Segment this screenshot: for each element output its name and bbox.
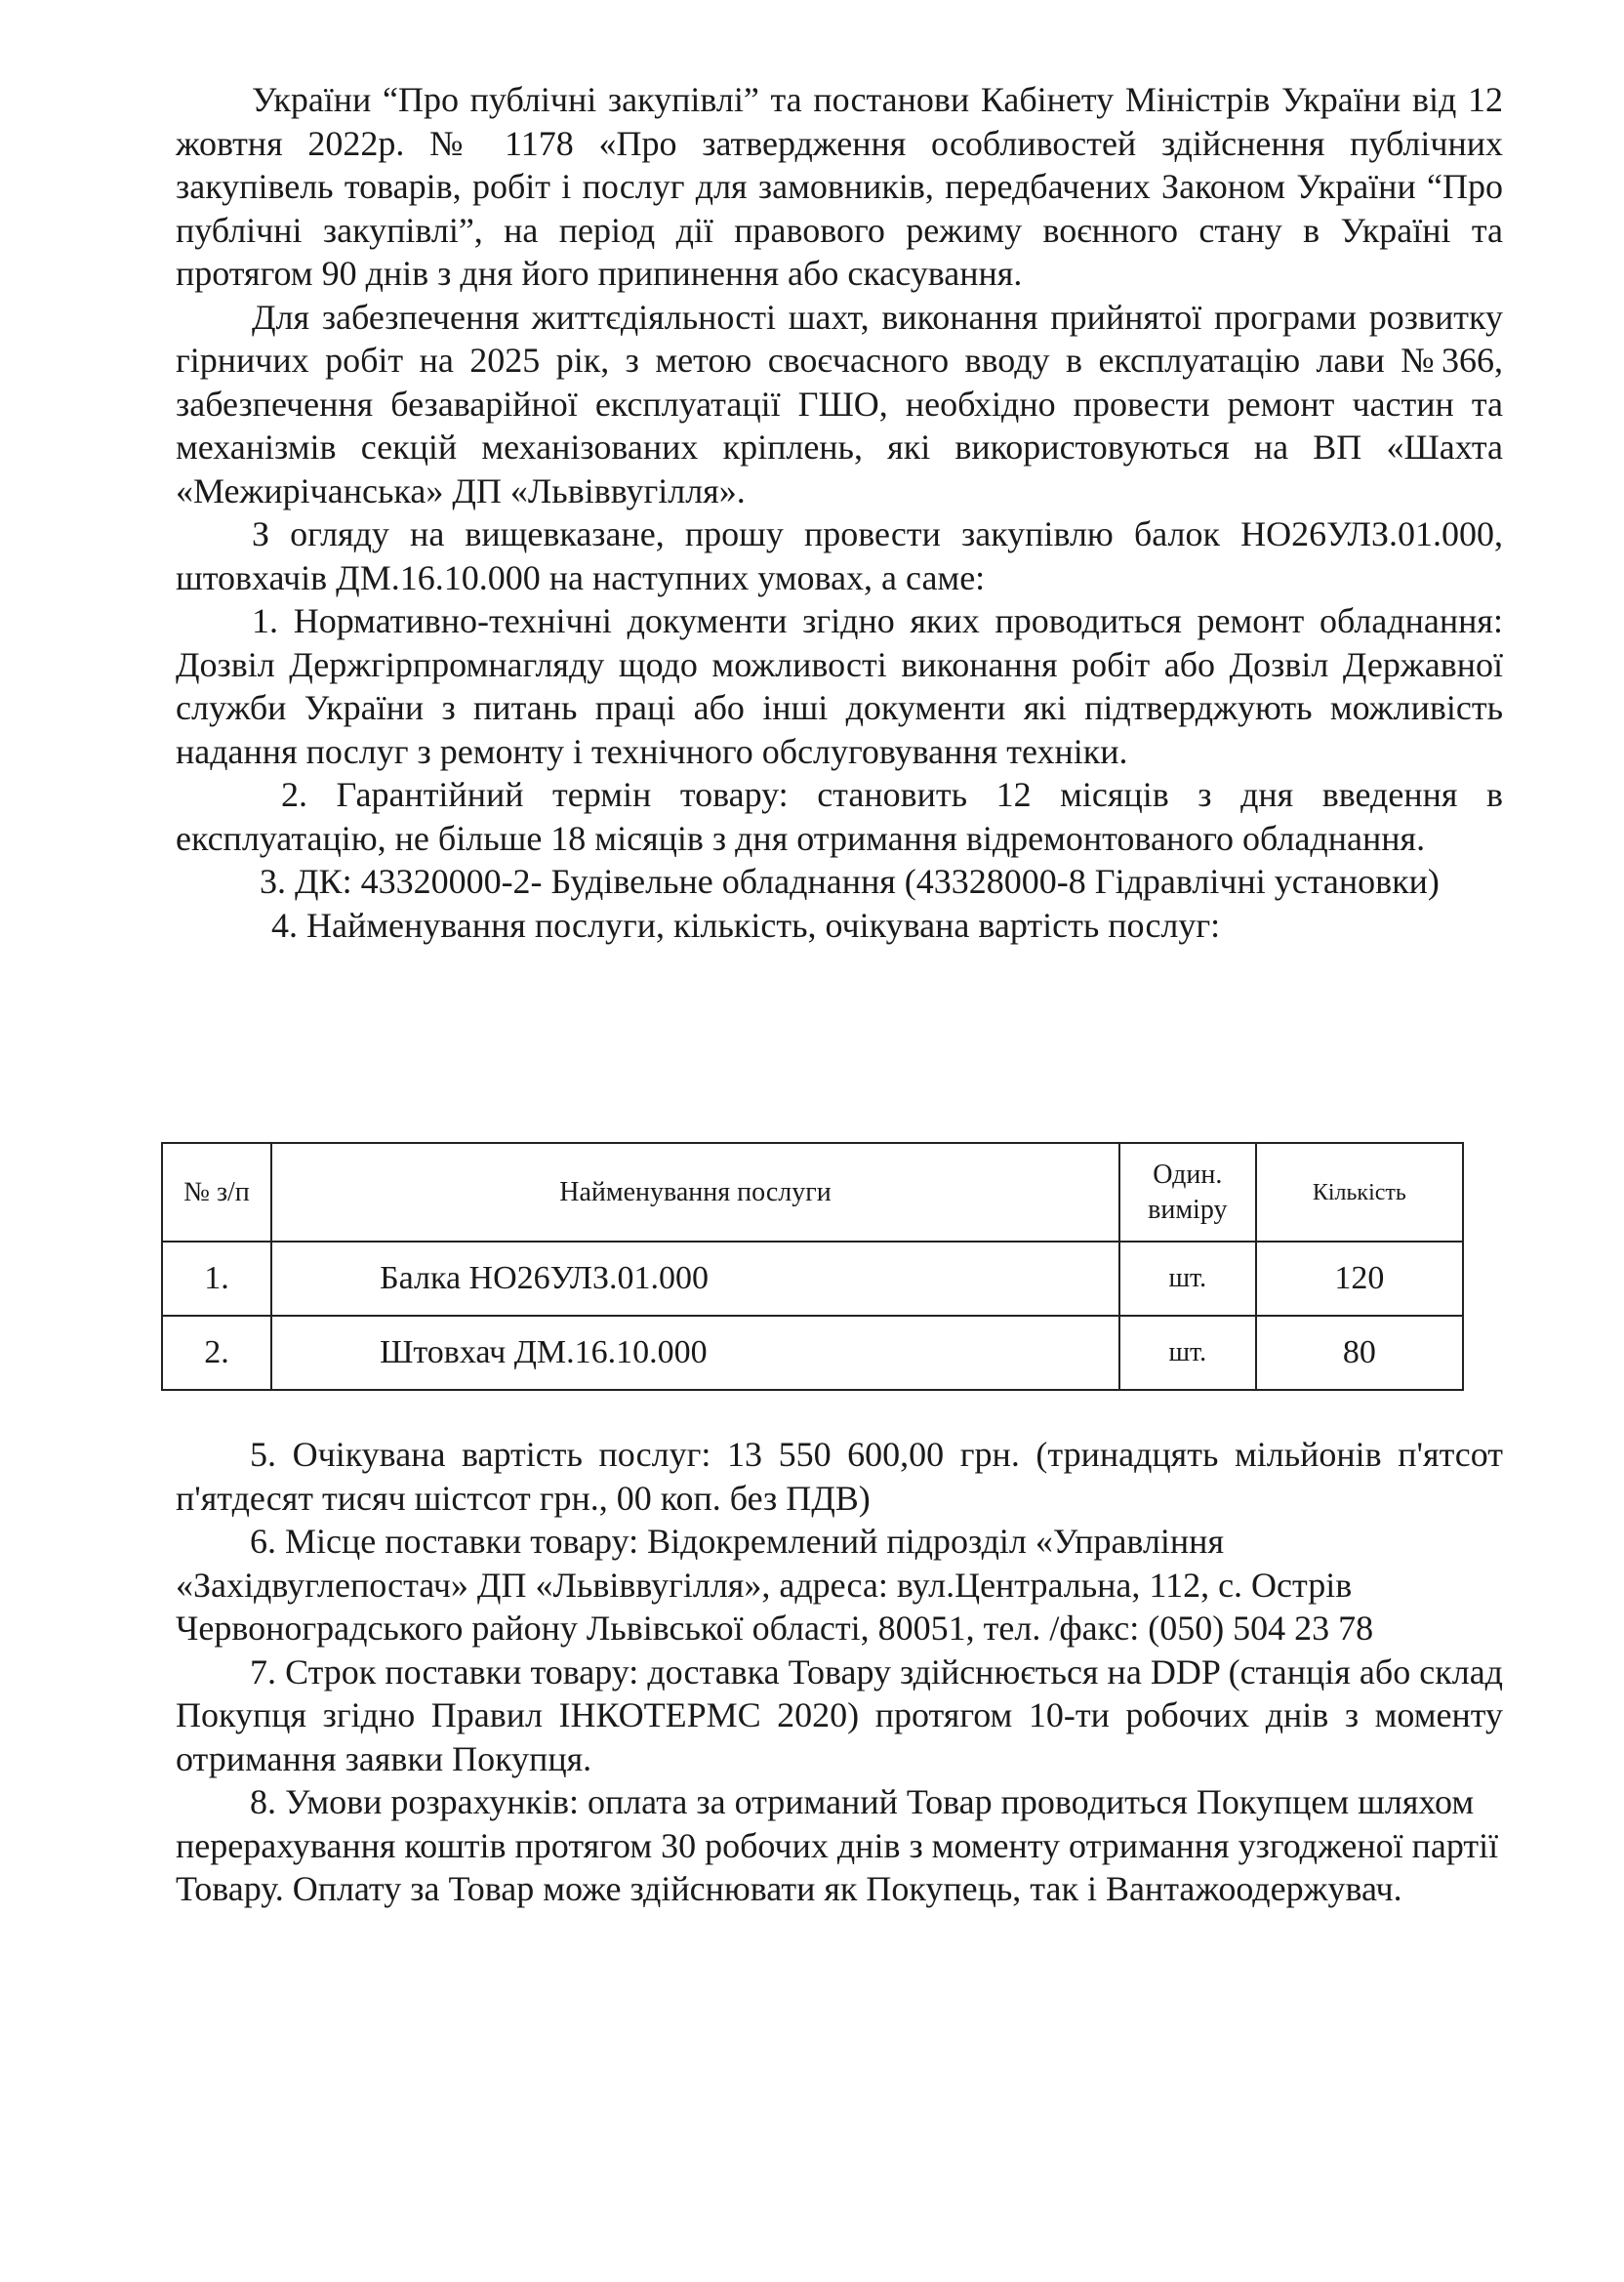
- row-name: Штовхач ДМ.16.10.000: [271, 1316, 1119, 1390]
- row-quantity: 120: [1256, 1242, 1463, 1316]
- row-quantity: 80: [1256, 1316, 1463, 1390]
- paragraph-justification: Для забезпечення життєдіяльності шахт, виконання прийнятої програми розвитку гірничих робіт на 2025 рік, з метою своєчасного вводу в експлуатацію лави №366, забезпечення безаварійної експлуатації ГШО, необхідно провести ремонт частин та механізмів секцій механізованих кріплень, які використовуються на ВП «Шахта «Межирічанська» ДП «Львіввугілля».: [176, 297, 1503, 510]
- text-block-bottom: [176, 1433, 1503, 1911]
- paragraph-item-8: 8. Умови розрахунків: оплата за отриманий Товар проводиться Покупцем шляхом перерахування коштів протягом 30 робочих днів з моменту отримання узгодженої партії Товару. Оплату за Товар може здійснювати як Покупець, так і Вантажоодержувач.: [176, 1782, 1499, 1908]
- header-number: № з/п: [162, 1143, 271, 1242]
- paragraph-item-2: 2. Гарантійний термін товару: становить 12 місяців з дня введення в експлуатацію, не більше 18 місяців з дня отримання відремонтованого обладнання.: [176, 775, 1503, 858]
- header-quantity: Кількість: [1256, 1143, 1463, 1242]
- paragraph-item-1: 1. Нормативно-технічні документи згідно яких проводиться ремонт обладнання: Дозвіл Держгірпромнагляду щодо можливості виконання робіт або Дозвіл Державної служби України з питань праці або інші документи які підтверджують можливість надання послуг з ремонту і технічного обслуговування техніки.: [176, 601, 1503, 771]
- row-name: Балка НО26УЛЗ.01.000: [271, 1242, 1119, 1316]
- services-table: [161, 1142, 1464, 1391]
- paragraph-item-6: 6. Місце поставки товару: Відокремлений підрозділ «Управління «Західвуглепостач» ДП «Львіввугілля», адреса: вул.Центральна, 112, с. Острів Червоноградського району Львівської області, 80051, тел. /факс: (050) 504 23 78: [176, 1522, 1374, 1648]
- table-row: [162, 1242, 1463, 1316]
- paragraph-item-4: 4. Найменування послуги, кількість, очікувана вартість послуг:: [271, 905, 1221, 945]
- paragraph-item-3: 3. ДК: 43320000-2- Будівельне обладнання (43328000-8 Гідравлічні установки): [260, 862, 1440, 901]
- header-name: Найменування послуги: [271, 1143, 1119, 1242]
- row-number: 1.: [162, 1242, 271, 1316]
- paragraph-item-7: 7. Строк поставки товару: доставка Товару здійснюється на DDP (станція або склад Покупця згідно Правил ІНКОТЕРМС 2020) протягом 10-ти робочих днів з моменту отримання заявки Покупця.: [176, 1651, 1503, 1778]
- table-row: [162, 1316, 1463, 1390]
- paragraph-law-reference: України “Про публічні закупівлі” та постанови Кабінету Міністрів України від 12 жовтня 2022р. № 1178 «Про затвердження особливостей здійснення публічних закупівель товарів, робіт і послуг для замовників, передбачених Законом України “Про публічні закупівлі”, на період дії правового режиму воєнного стану в Україні та протягом 90 днів з дня його припинення або скасування.: [176, 80, 1503, 293]
- row-unit: шт.: [1119, 1316, 1256, 1390]
- row-unit: шт.: [1119, 1242, 1256, 1316]
- text-block-top: [176, 78, 1503, 947]
- paragraph-request: З огляду на вищевказане, прошу провести закупівлю балок НО26УЛЗ.01.000, штовхачів ДМ.16.10.000 на наступних умовах, а саме:: [176, 514, 1503, 597]
- paragraph-item-5: 5. Очікувана вартість послуг: 13 550 600,00 грн. (тринадцять мільйонів п'ятсот п'ятдесят тисяч шістсот грн., 00 коп. без ПДВ): [176, 1435, 1503, 1518]
- table-header-row: [162, 1143, 1463, 1242]
- header-unit: Один. виміру: [1119, 1143, 1256, 1242]
- row-number: 2.: [162, 1316, 271, 1390]
